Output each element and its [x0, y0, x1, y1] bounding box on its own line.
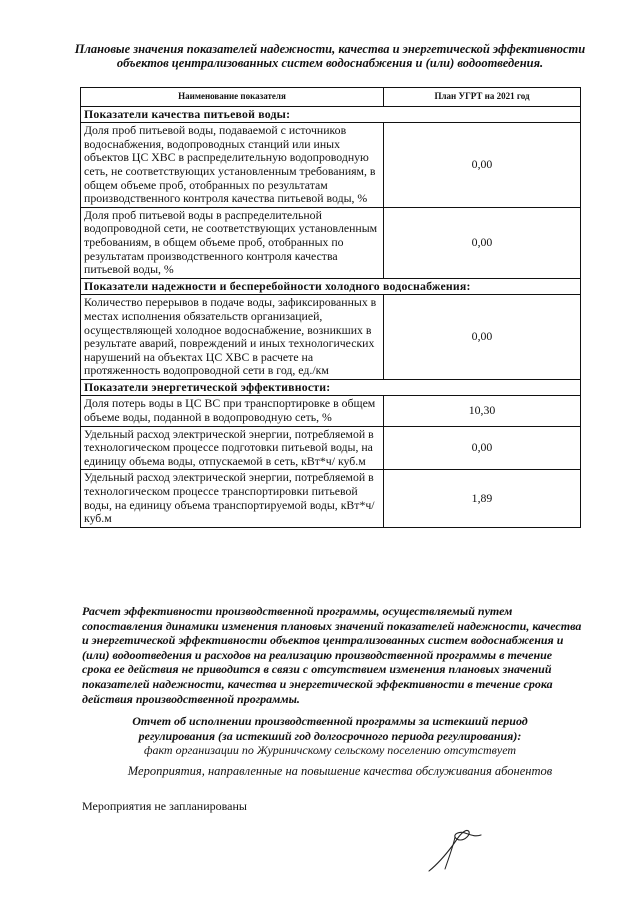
table-row — [81, 470, 581, 527]
indicator-value: 1,89 — [384, 470, 581, 527]
document-title: Плановые значения показателей надежности, качества и энергетической эффективности объектов централизованных систем водоснабжения и (или) водоотведения. — [74, 42, 586, 70]
report-fact: факт организации по Журиничскому сельскому поселению отсутствует — [143, 743, 517, 757]
section-title-quality: Показатели качества питьевой воды: — [81, 106, 581, 123]
indicator-value: 0,00 — [384, 295, 581, 380]
section-row — [81, 106, 581, 123]
section-title-reliability: Показатели надежности и бесперебойности холодного водоснабжения: — [81, 278, 581, 295]
indicator-value: 0,00 — [384, 207, 581, 278]
column-header-plan: План УГРТ на 2021 год — [384, 88, 581, 107]
table-header-row — [81, 88, 581, 107]
indicator-value: 0,00 — [384, 426, 581, 470]
report-heading: Отчет об исполнении производственной программы за истекший период регулирования (за истекший год долгосрочного периода регулирования): — [132, 714, 528, 743]
indicator-name: Доля проб питьевой воды в распределительной водопроводной сети, не соответствующих установленным требованиям, в общем объеме проб, отобранных по результатам производственного контроля качества питьевой воды, % — [81, 207, 384, 278]
table-row — [81, 426, 581, 470]
signature — [425, 825, 485, 873]
indicator-name: Доля проб питьевой воды, подаваемой с источников водоснабжения, водопроводных станций или иных объектов ЦС ХВС в распределительную водопроводную сеть, не соответствующих установленным требованиям, в общем объеме проб, отобранных по результатам производственного контроля качества питьевой воды, % — [81, 123, 384, 208]
indicator-name: Количество перерывов в подаче воды, зафиксированных в местах исполнения обязательств организацией, осуществляющей холодное водоснабжение, возникших в результате аварий, повреждений и иных технологических нарушений на объектах ЦС ХВС в расчете на протяженность водопроводной сети в год, ед./км — [81, 295, 384, 380]
indicator-name: Удельный расход электрической энергии, потребляемой в технологическом процессе транспортировки питьевой воды, на единицу объема транспортируемой воды, кВт*ч/ куб.м — [81, 470, 384, 527]
indicator-name: Удельный расход электрической энергии, потребляемой в технологическом процессе подготовки питьевой воды, на единицу объема воды, отпускаемой в сеть, кВт*ч/ куб.м — [81, 426, 384, 470]
table-row — [81, 207, 581, 278]
indicator-value: 0,00 — [384, 123, 581, 208]
section-title-energy: Показатели энергетической эффективности: — [81, 379, 581, 396]
section-row — [81, 379, 581, 396]
indicator-name: Доля потерь воды в ЦС ВС при транспортировке в общем объеме воды, поданной в водопроводную сеть, % — [81, 396, 384, 426]
section-row — [81, 278, 581, 295]
column-header-name: Наименование показателя — [81, 88, 384, 107]
table-row — [81, 295, 581, 380]
efficiency-paragraph: Расчет эффективности производственной программы, осуществляемый путем сопоставления динамики изменения плановых значений показателей надежности, качества и энергетической эффективности объектов централизованных систем водоснабжения и (или) водоотведения и расходов на реализацию производственной программы в течение срока ее действия не приводится в связи с отсутствием изменения плановых значений показателей надежности, качества и энергетической эффективности в течение срока действия производственной программы. — [82, 604, 582, 706]
indicators-table — [80, 87, 581, 528]
table-row — [81, 123, 581, 208]
indicator-value: 10,30 — [384, 396, 581, 426]
measures-text: Мероприятия не запланированы — [82, 799, 247, 813]
measures-heading: Мероприятия, направленные на повышение качества обслуживания абонентов — [127, 764, 553, 778]
table-row — [81, 396, 581, 426]
